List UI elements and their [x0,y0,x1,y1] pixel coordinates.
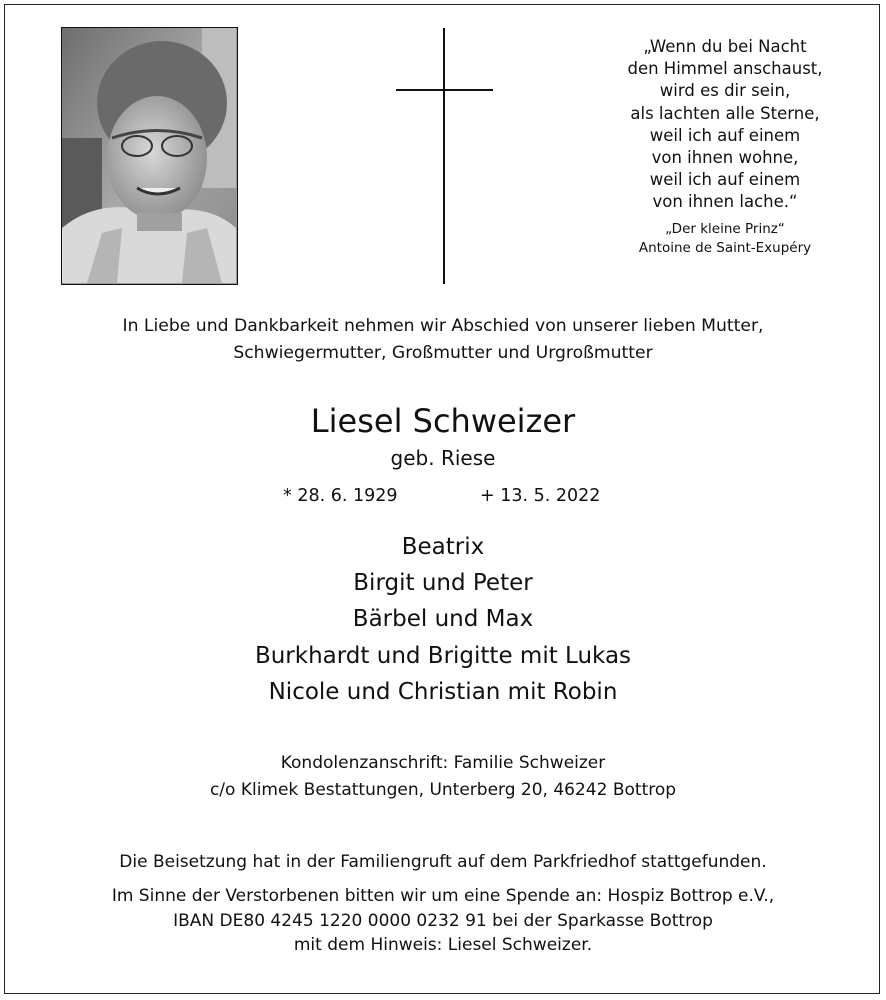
cross-vertical-bar [443,28,445,284]
poem-source-author: Antoine de Saint-Exupéry [638,240,812,256]
address-line: Kondolenzanschrift: Familie Schweizer [280,753,606,773]
donation-line: Im Sinne der Verstorbenen bitten wir um eine Spende an: Hospiz Bottrop e.V., [111,886,775,906]
portrait-photo [61,27,238,285]
cross-symbol [396,28,493,284]
poem-line: von ihnen lache.“ [652,192,798,212]
poem-line: von ihnen wohne, [651,148,799,168]
poem-line: den Himmel anschaust, [627,59,823,79]
donation-line: IBAN DE80 4245 1220 0000 0232 91 bei der Sparkasse Bottrop [173,910,713,931]
death-date: + 13. 5. 2022 [480,486,601,506]
cross-horizontal-bar [396,89,493,91]
mourners-list [0,529,886,710]
intro-line: Schwiegermutter, Großmutter und Urgroßmutter [233,343,653,363]
address-line: c/o Klimek Bestattungen, Unterberg 20, 46242 Bottrop [209,780,677,800]
donation-line: mit dem Hinweis: Liesel Schweizer. [293,935,593,955]
mourner-entry: Bärbel und Max [352,606,534,633]
maiden-name: geb. Riese [390,446,496,470]
poem-line: weil ich auf einem [649,170,801,190]
poem-line: „Wenn du bei Nacht [643,37,807,56]
poem-line: als lachten alle Sterne, [630,103,820,123]
intro-line: In Liebe und Dankbarkeit nehmen wir Abschied von unserer lieben Mutter, [122,316,764,336]
donation-request [0,884,886,958]
mourner-entry: Burkhardt und Brigitte mit Lukas [254,642,632,669]
intro-text [0,313,886,367]
birth-date: * 28. 6. 1929 [283,486,398,506]
poem-line: weil ich auf einem [649,125,801,145]
mourner-entry: Nicole und Christian mit Robin [268,678,618,705]
poem-source-title: „Der kleine Prinz“ [665,221,785,237]
burial-note: Die Beisetzung hat in der Familiengruft auf dem Parkfriedhof stattgefunden. [119,852,767,872]
mourner-entry: Beatrix [401,534,485,560]
poem-quote [580,36,870,214]
condolence-address [0,750,886,804]
mourner-entry: Birgit und Peter [353,570,533,597]
deceased-name: Liesel Schweizer [310,402,576,440]
poem-line: wird es dir sein, [659,81,791,101]
poem-source [580,220,870,258]
